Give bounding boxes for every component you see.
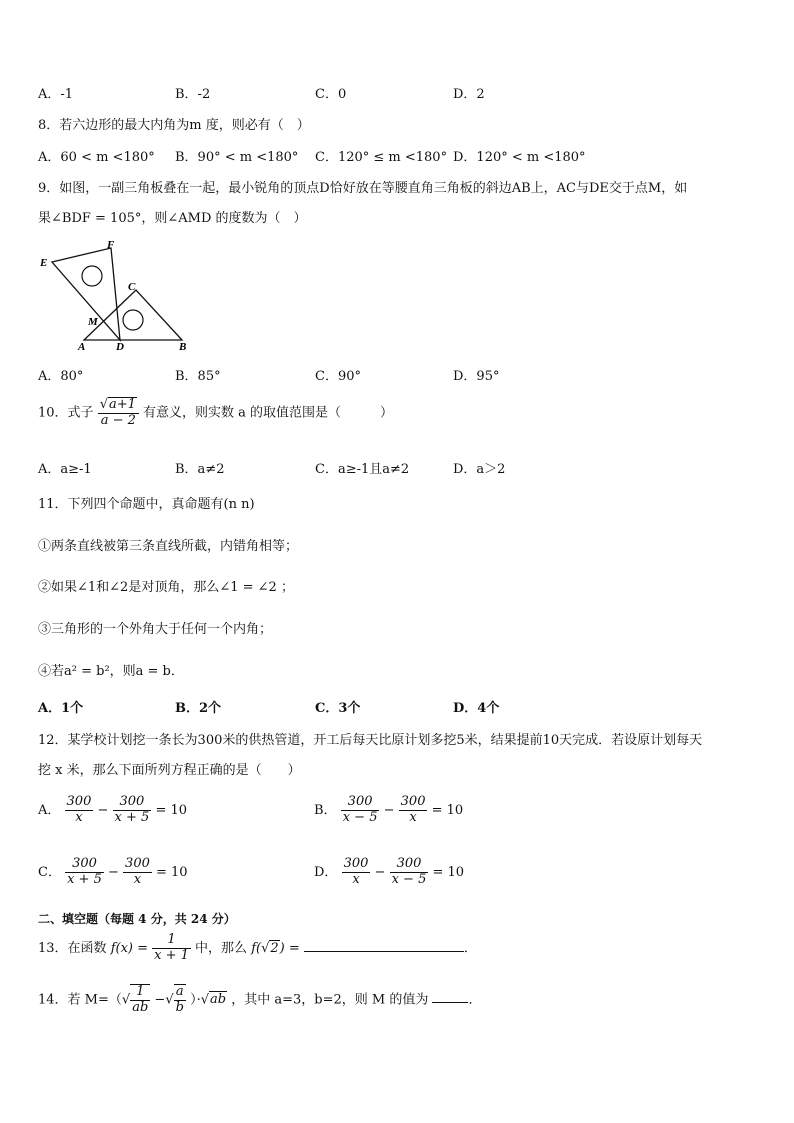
q13-answer-blank[interactable] <box>304 951 464 952</box>
triangle-acb-hole <box>123 310 143 330</box>
q14-stem: 14．若 M=（√ $\frac{1}{ab}$ −√ $\frac{a}{b}$ ）·√ab ，其中 a=3，b=2，则 M 的值为 ． <box>38 984 482 1015</box>
q12-c-den2: x <box>133 871 142 887</box>
triangle-edf-hole <box>82 266 102 286</box>
q12-d-minus: − <box>374 864 386 880</box>
q12-d-num1: 300 <box>343 856 369 871</box>
q13-stem: 13．在函数 f(x) = $\frac{1}{x + 1}$ 中，那么 f(√2) = ． <box>38 932 477 963</box>
q12-option-c[interactable] <box>38 857 188 888</box>
q14-frac2-num: a <box>174 985 186 1001</box>
q9-stem-line2: 果∠BDF = 105°，则∠AMD 的度数为（ ） <box>38 211 307 226</box>
q12-a-den1: x <box>75 809 83 825</box>
q13-sqrt2: 2 <box>270 940 279 956</box>
q12-a-num1: 300 <box>66 794 92 809</box>
label-e: E <box>40 257 48 269</box>
q10-denominator: a − 2 <box>100 412 136 428</box>
q9-option-c[interactable]: C．90° <box>315 369 361 384</box>
q12-c-den1: x + 5 <box>67 871 102 887</box>
q13-f-close: ) = <box>279 940 300 956</box>
q11-statement-3: ③三角形的一个外角大于任何一个内角； <box>38 622 273 637</box>
q14-fraction-2 <box>174 984 186 1016</box>
label-d: D <box>116 341 124 353</box>
q14-sqrt-ab: ab <box>210 992 227 1008</box>
q12-a-rhs: = 10 <box>155 802 188 818</box>
q13-mid: 中，那么 <box>195 940 248 956</box>
q12-option-d-label: D． <box>314 864 338 880</box>
q12-a-den2: x + 5 <box>114 809 150 825</box>
q9-option-b[interactable]: B．85° <box>175 369 221 384</box>
label-m: M <box>88 316 98 328</box>
q12-a-num2: 300 <box>113 795 152 811</box>
q7-option-d[interactable]: D．2 <box>453 87 485 102</box>
q13-denominator: x + 1 <box>154 947 189 963</box>
label-c: C <box>128 281 136 293</box>
q8-options <box>38 146 758 166</box>
q11-stem: 11．下列四个命题中，真命题有(n n) <box>38 497 255 512</box>
q13-numerator: 1 <box>152 933 191 949</box>
q11-option-d[interactable]: D．4个 <box>453 701 500 716</box>
q12-b-rhs: = 10 <box>431 802 464 818</box>
q9-options <box>38 365 758 385</box>
q13-f-open: f( <box>251 940 262 956</box>
q11-option-b[interactable]: B．2个 <box>175 701 222 716</box>
q10-radicand: a+1 <box>108 397 136 412</box>
q14-frac1-num: 1 <box>130 985 150 1001</box>
q8-stem: 8．若六边形的最大内角为m 度，则必有（ ） <box>38 118 310 133</box>
q7-option-b[interactable]: B．-2 <box>175 87 211 102</box>
q13-fraction <box>152 933 191 964</box>
q14-end: ． <box>468 992 482 1008</box>
q10-stem <box>38 397 393 429</box>
q10-option-a[interactable]: A．a≥-1 <box>38 462 92 477</box>
label-a: A <box>78 341 86 353</box>
q12-d-den2: x − 5 <box>391 871 427 887</box>
q7-options <box>38 83 758 103</box>
q12-b-den1: x − 5 <box>342 809 378 825</box>
q14-answer-blank[interactable] <box>432 1002 468 1003</box>
q12-c-rhs: = 10 <box>156 864 188 880</box>
q8-option-c[interactable]: C．120° ≤ m <180° <box>315 150 448 165</box>
q10-prefix: 10．式子 <box>38 405 94 421</box>
q13-prefix: 13．在函数 <box>38 940 107 956</box>
q11-option-c[interactable]: C．3个 <box>315 701 361 716</box>
q11-options <box>38 697 758 717</box>
q12-option-c-label: C． <box>38 864 61 880</box>
q10-option-b[interactable]: B．a≠2 <box>175 462 225 477</box>
q8-option-d[interactable]: D．120° < m <180° <box>453 150 586 165</box>
q10-suffix: 有意义，则实数 a 的取值范围是（ ） <box>143 405 394 421</box>
q10-fraction <box>98 397 139 429</box>
q12-b-minus: − <box>383 802 395 818</box>
q14-frac2-den: b <box>175 999 184 1015</box>
label-b: B <box>179 341 187 353</box>
q11-statement-1: ①两条直线被第三条直线所截，内错角相等； <box>38 539 299 554</box>
q12-c-minus: − <box>108 864 119 880</box>
q8-option-a[interactable]: A．60 < m <180° <box>38 150 155 165</box>
q14-fraction-1 <box>130 984 150 1016</box>
q7-option-c[interactable]: C．0 <box>315 87 347 102</box>
q10-numerator: √a+1 <box>98 397 139 414</box>
q12-d-rhs: = 10 <box>432 864 465 880</box>
q7-option-a[interactable]: A．-1 <box>38 87 74 102</box>
q11-statement-4: ④若a² = b²，则a = b． <box>38 664 184 679</box>
q9-option-a[interactable]: A．80° <box>38 369 84 384</box>
q14-suffix: ，其中 a=3，b=2，则 M 的值为 <box>231 992 429 1008</box>
q14-mid: ）· <box>190 992 201 1008</box>
q12-stem-line1: 12．某学校计划挖一条长为300米的供热管道，开工后每天比原计划多挖5米，结果提前10天完成．若设原计划每天 <box>38 733 703 748</box>
q12-b-den2: x <box>409 809 417 825</box>
q12-c-num1: 300 <box>65 857 104 873</box>
q11-statement-2: ②如果∠1和∠2是对顶角，那么∠1 = ∠2 ； <box>38 580 294 595</box>
q12-option-b-label: B． <box>314 802 337 818</box>
q8-option-b[interactable]: B．90° < m <180° <box>175 150 299 165</box>
q13-function: f(x) = <box>110 940 148 956</box>
q12-option-d[interactable] <box>314 857 464 888</box>
q12-b-num1: 300 <box>341 795 380 811</box>
q11-option-a[interactable]: A．1个 <box>38 701 84 716</box>
triangle-edf <box>52 248 120 340</box>
q12-c-num2: 300 <box>125 856 150 871</box>
q12-option-b[interactable] <box>314 795 463 826</box>
q14-frac1-den: ab <box>132 999 149 1015</box>
q9-stem-line1: 9．如图，一副三角板叠在一起，最小锐角的顶点D恰好放在等腰直角三角板的斜边AB上，AC与DE交于点M，如 <box>38 181 688 196</box>
q14-prefix: 14．若 M=（ <box>38 992 122 1008</box>
q9-figure <box>36 240 196 355</box>
q12-d-num2: 300 <box>390 857 429 873</box>
q14-minus: − <box>154 992 166 1008</box>
label-f: F <box>107 240 115 251</box>
q12-option-a-label: A． <box>38 802 61 818</box>
section-2-heading: 二、填空题（每题 4 分，共 24 分） <box>38 912 236 926</box>
q13-end: ． <box>463 940 477 956</box>
q12-option-a[interactable] <box>38 795 187 826</box>
q10-option-c[interactable]: C．a≥-1且a≠2 <box>315 462 410 477</box>
q10-options <box>38 458 758 478</box>
q12-stem-line2: 挖 x 米，那么下面所列方程正确的是（ ） <box>38 763 301 778</box>
q12-b-num2: 300 <box>400 794 426 809</box>
q12-d-den1: x <box>352 871 360 887</box>
q12-a-minus: − <box>97 802 109 818</box>
q9-option-d[interactable]: D．95° <box>453 369 500 384</box>
q10-option-d[interactable]: D．a＞2 <box>453 462 506 477</box>
